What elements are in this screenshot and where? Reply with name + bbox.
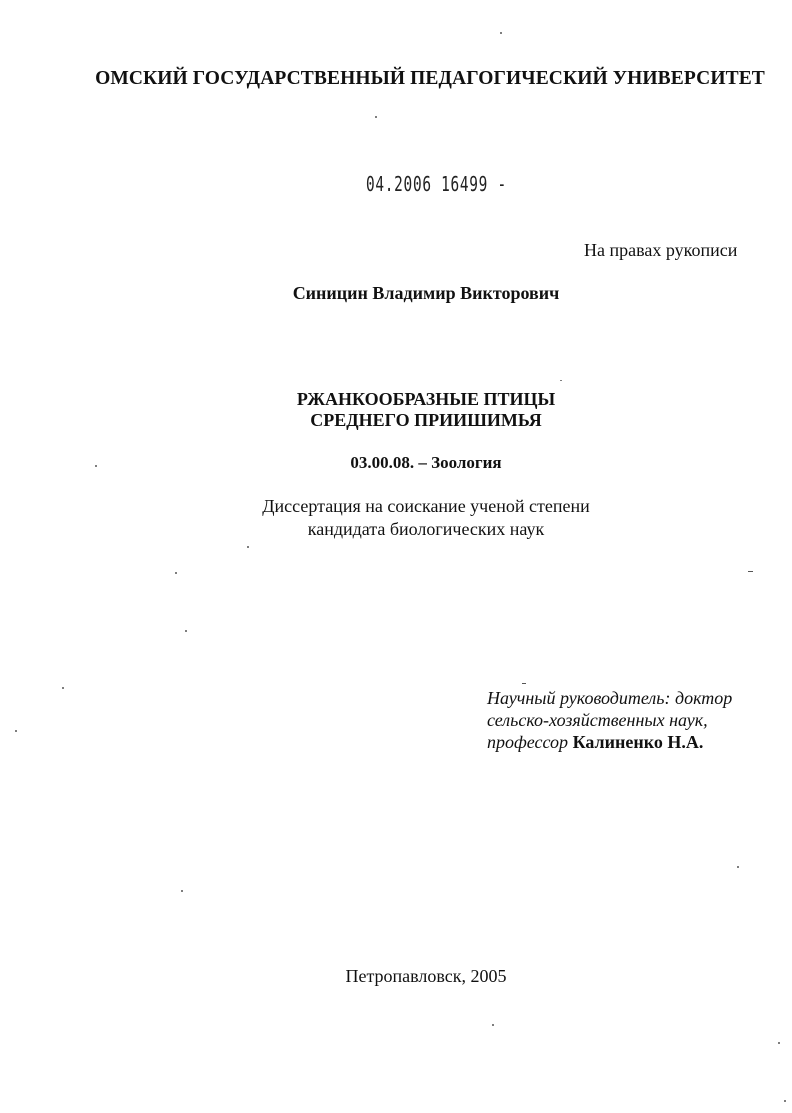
rights-note: На правах рукописи <box>584 240 738 260</box>
scan-speck <box>185 630 187 632</box>
scan-speck <box>247 546 249 548</box>
scan-speck <box>95 465 97 467</box>
scan-speck <box>560 380 562 381</box>
scan-speck <box>784 1100 786 1102</box>
supervisor-line-3 <box>487 732 703 753</box>
specialty-code: 03.00.08. – Зоология <box>350 453 502 472</box>
scan-speck <box>737 866 739 868</box>
scan-speck <box>500 32 502 34</box>
supervisor-rank: профессор <box>487 732 569 752</box>
scan-speck <box>175 572 177 574</box>
degree-line-1: Диссертация на соискание ученой степени <box>262 496 590 516</box>
author-name: Синицин Владимир Викторович <box>292 283 560 303</box>
scan-speck <box>778 1042 780 1044</box>
scan-speck <box>181 890 183 892</box>
scan-speck <box>15 730 17 732</box>
scan-speck <box>748 571 753 572</box>
registration-stamp: 04.2006 16499 - <box>366 172 507 196</box>
supervisor-line-1: Научный руководитель: доктор <box>487 688 733 708</box>
scan-speck <box>375 116 377 118</box>
scan-speck <box>492 1024 494 1026</box>
university-name: ОМСКИЙ ГОСУДАРСТВЕННЫЙ ПЕДАГОГИЧЕСКИЙ УНИВЕРСИТЕТ <box>95 68 765 89</box>
supervisor-name: Калиненко Н.А. <box>572 732 704 752</box>
city-year: Петропавловск, 2005 <box>345 966 507 986</box>
scan-speck <box>62 687 64 689</box>
dissertation-title-line-1: РЖАНКООБРАЗНЫЕ ПТИЦЫ <box>296 389 556 409</box>
scan-speck <box>522 683 526 684</box>
dissertation-title-line-2: СРЕДНЕГО ПРИИШИМЬЯ <box>310 410 542 430</box>
degree-line-2: кандидата биологических наук <box>307 519 545 539</box>
supervisor-line-2: сельско-хозяйственных наук, <box>487 710 708 730</box>
